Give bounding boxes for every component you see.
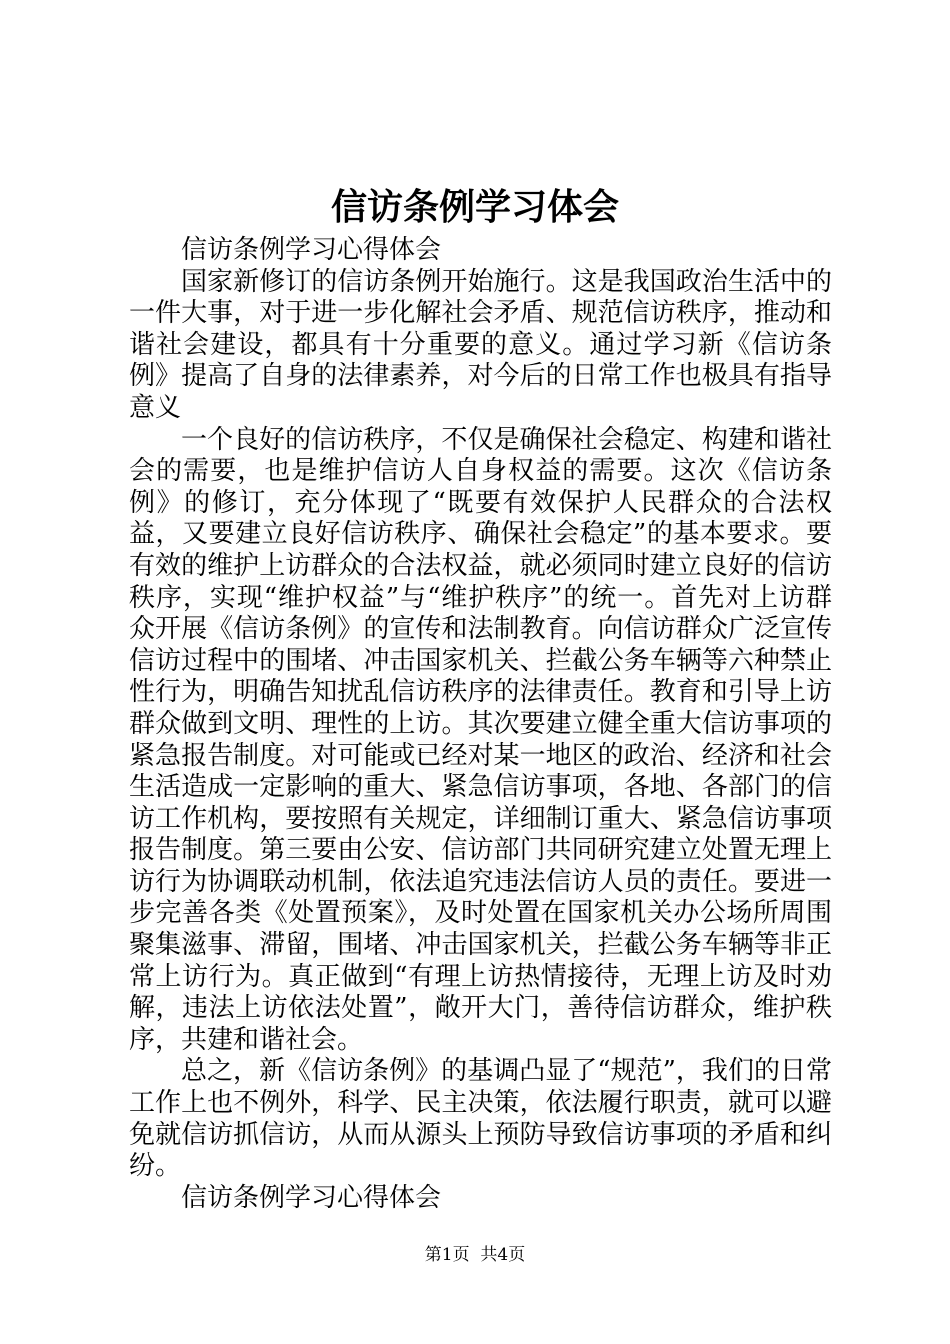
document-title: 信访条例学习体会 bbox=[330, 186, 619, 228]
paragraph-next-heading: 信访条例学习心得体会 bbox=[181, 1182, 442, 1213]
document-body bbox=[129, 235, 832, 1214]
paragraph-subtitle: 信访条例学习心得体会 bbox=[181, 235, 442, 265]
paragraph-intro: 国家新修订的信访条例开始施行。这是我国政治生活中的一件大事，对于进一步化解社会矛盾、规范信访秩序，推动和谐社会建设，都具有十分重要的意义。通过学习新《信访条例》提高了自身的法律素养，对今后的日常工作也极具有指导意义 bbox=[129, 266, 832, 423]
paragraph-conclusion: 总之，新《信访条例》的基调凸显了“规范”，我们的日常工作上也不例外，科学、民主决策，依法履行职责，就可以避免就信访抓信访，从而从源头上预防导致信访事项的矛盾和纠纷。 bbox=[129, 1056, 832, 1182]
paragraph-main: 一个良好的信访秩序，不仅是确保社会稳定、构建和谐社会的需要，也是维护信访人自身权益的需要。这次《信访条例》的修订，充分体现了“既要有效保护人民群众的合法权益，又要建立良好信访秩序、确保社会稳定”的基本要求。要有效的维护上访群众的合法权益，就必须同时建立良好的信访秩序，实现“维护权益”与“维护秩序”的统一。首先对上访群众开展《信访条例》的宣传和法制教育。向信访群众广泛宣传信访过程中的围堵、冲击国家机关、拦截公务车辆等六种禁止性行为，明确告知扰乱信访秩序的法律责任。教育和引导上访群众做到文明、理性的上访。其次要建立健全重大信访事项的紧急报告制度。对可能或已经对某一地区的政治、经济和社会生活造成一定影响的重大、紧急信访事项，各地、各部门的信访工作机构，要按照有关规定，详细制订重大、紧急信访事项报告制度。第三要由公安、信访部门共同研究建立处置无理上访行为协调联动机制，依法追究违法信访人员的责任。要进一步完善各类《处置预案》，及时处置在国家机关办公场所周围聚集滋事、滞留，围堵、冲击国家机关，拦截公务车辆等非正常上访行为。真正做到“有理上访热情接待，无理上访及时劝解，违法上访依法处置”，敞开大门，善待信访群众，维护秩序，共建和谐社会。 bbox=[129, 424, 832, 1055]
page-number: 第1页 bbox=[424, 1245, 470, 1265]
page-footer bbox=[0, 1243, 950, 1267]
page-total: 共4页 bbox=[480, 1245, 526, 1265]
